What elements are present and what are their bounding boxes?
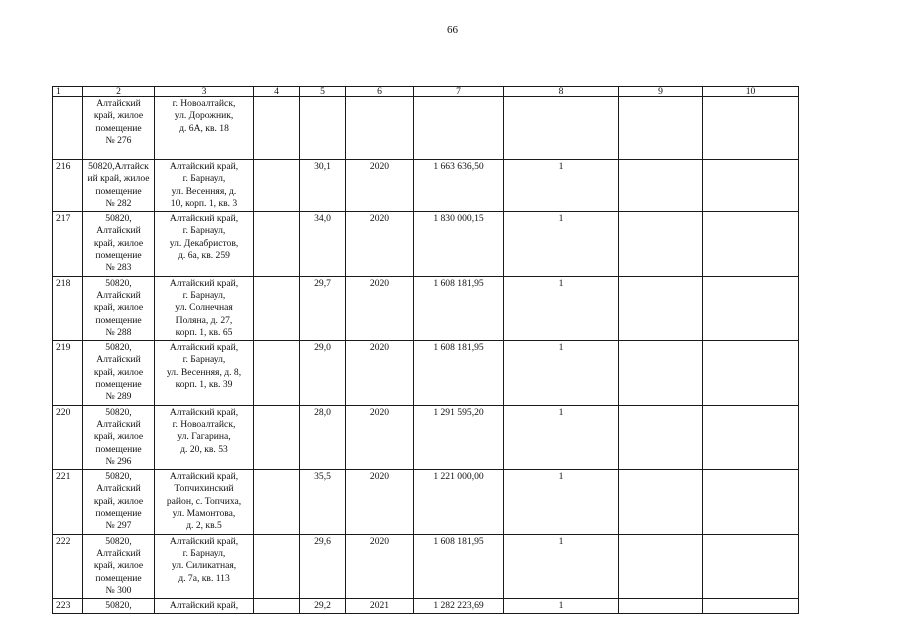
cost-cell: 1 608 181,95 — [414, 534, 504, 598]
object-cell-line: помещение — [95, 185, 142, 197]
table-row — [53, 160, 799, 212]
object-cell-line: № 282 — [105, 197, 132, 209]
col10-cell — [703, 160, 799, 212]
col4-cell — [254, 341, 300, 405]
object-cell-line: Алтайский — [96, 483, 141, 495]
object-cell-line: 50820, — [105, 600, 132, 612]
row-number-cell: 221 — [53, 470, 83, 534]
address-cell-line: Алтайский край, — [169, 535, 239, 547]
object-cell-line: 50820, — [105, 535, 132, 547]
address-cell — [155, 534, 254, 598]
table-row — [53, 534, 799, 598]
cost-cell: 1 282 223,69 — [414, 599, 504, 614]
address-cell-line: Алтайский край, — [169, 213, 239, 225]
address-cell-line: ул. Дорожник, — [174, 110, 234, 122]
header-cell: 5 — [300, 87, 346, 97]
col10-cell — [703, 534, 799, 598]
object-cell-line: Алтайский — [96, 225, 141, 237]
area-cell — [300, 97, 346, 160]
object-cell — [83, 534, 155, 598]
address-cell — [155, 599, 254, 614]
col9-cell — [619, 405, 703, 469]
address-cell-line: ул. Весенняя, д. — [171, 185, 237, 197]
row-number-cell: 222 — [53, 534, 83, 598]
area-cell: 35,5 — [300, 470, 346, 534]
header-cell: 1 — [53, 87, 83, 97]
cost-cell: 1 830 000,15 — [414, 212, 504, 276]
object-cell-line: Алтайский — [96, 418, 141, 430]
year-cell: 2020 — [346, 470, 414, 534]
row-number-cell: 217 — [53, 212, 83, 276]
object-cell-line: помещение — [95, 443, 142, 455]
header-cell: 7 — [414, 87, 504, 97]
col9-cell — [619, 534, 703, 598]
year-cell: 2020 — [346, 212, 414, 276]
object-cell-line: 50820, — [105, 406, 132, 418]
page-number: 66 — [447, 24, 458, 36]
address-cell-line: г. Новоалтайск, — [172, 98, 236, 109]
object-cell — [83, 341, 155, 405]
object-cell-line: № 300 — [105, 584, 132, 596]
area-cell: 29,7 — [300, 276, 346, 340]
object-cell-line: помещение — [95, 314, 142, 326]
quantity-cell: 1 — [504, 341, 619, 405]
address-cell — [155, 160, 254, 212]
object-cell-line: № 276 — [105, 134, 132, 146]
col9-cell — [619, 470, 703, 534]
header-cell: 10 — [703, 87, 799, 97]
address-cell-line: г. Барнаул, — [182, 354, 226, 366]
area-cell: 29,0 — [300, 341, 346, 405]
address-cell-line: г. Барнаул, — [182, 547, 226, 559]
col4-cell — [254, 599, 300, 614]
address-cell — [155, 405, 254, 469]
header-cell: 8 — [504, 87, 619, 97]
address-cell-line: ул. Мамонтова, — [172, 508, 236, 520]
address-cell — [155, 212, 254, 276]
header-cell: 3 — [155, 87, 254, 97]
object-cell-line: № 296 — [105, 455, 132, 467]
object-cell — [83, 470, 155, 534]
year-cell — [346, 97, 414, 160]
quantity-cell: 1 — [504, 276, 619, 340]
col9-cell — [619, 212, 703, 276]
object-cell — [83, 405, 155, 469]
object-cell — [83, 212, 155, 276]
object-cell-line: помещение — [95, 250, 142, 262]
object-cell-line: 50820, — [105, 213, 132, 225]
row-number-cell: 216 — [53, 160, 83, 212]
object-cell-line: 50820, — [105, 342, 132, 354]
object-cell-line: № 297 — [105, 520, 132, 532]
table-row — [53, 276, 799, 340]
row-number-cell: 219 — [53, 341, 83, 405]
object-cell-line: край, жилое — [93, 237, 144, 249]
table-row — [53, 212, 799, 276]
header-cell: 9 — [619, 87, 703, 97]
object-cell-line: помещение — [95, 572, 142, 584]
object-cell-line: Алтайский — [96, 289, 141, 301]
address-cell-line: Топчихинский — [174, 483, 234, 495]
address-cell-line: г. Барнаул, — [182, 289, 226, 301]
address-cell-line: 10, корп. 1, кв. 3 — [170, 197, 238, 209]
quantity-cell: 1 — [504, 534, 619, 598]
header-cell: 4 — [254, 87, 300, 97]
address-cell-line: г. Новоалтайск, — [172, 418, 236, 430]
row-number-cell: 218 — [53, 276, 83, 340]
col9-cell — [619, 276, 703, 340]
year-cell: 2020 — [346, 341, 414, 405]
address-cell — [155, 97, 254, 160]
object-cell-line: 50820, — [105, 277, 132, 289]
col10-cell — [703, 599, 799, 614]
table-row — [53, 97, 799, 160]
object-cell-line: № 288 — [105, 326, 132, 338]
cost-cell: 1 291 595,20 — [414, 405, 504, 469]
address-cell-line: корп. 1, кв. 39 — [175, 379, 233, 391]
address-cell-line: ул. Гагарина, — [177, 431, 231, 443]
address-cell-line: ул. Солнечная — [175, 302, 233, 314]
col4-cell — [254, 470, 300, 534]
quantity-cell: 1 — [504, 212, 619, 276]
address-cell-line: Алтайский край, — [169, 342, 239, 354]
area-cell: 34,0 — [300, 212, 346, 276]
col9-cell — [619, 341, 703, 405]
object-cell-line: Алтайский — [96, 354, 141, 366]
quantity-cell: 1 — [504, 470, 619, 534]
quantity-cell: 1 — [504, 599, 619, 614]
address-cell-line: Алтайский край, — [169, 277, 239, 289]
table-header-row — [53, 87, 799, 97]
object-cell-line: край, жилое — [93, 495, 144, 507]
object-cell-line: помещение — [95, 379, 142, 391]
row-number-cell: 223 — [53, 599, 83, 614]
year-cell: 2020 — [346, 405, 414, 469]
address-cell-line: д. 7а, кв. 113 — [178, 572, 230, 584]
col4-cell — [254, 160, 300, 212]
address-cell — [155, 276, 254, 340]
cost-cell: 1 608 181,95 — [414, 276, 504, 340]
table-row — [53, 405, 799, 469]
object-cell-line: край, жилое — [93, 431, 144, 443]
address-cell-line: г. Барнаул, — [182, 173, 226, 185]
object-cell — [83, 160, 155, 212]
area-cell: 29,2 — [300, 599, 346, 614]
year-cell: 2020 — [346, 534, 414, 598]
object-cell-line: край, жилое — [93, 302, 144, 314]
address-cell-line: ул. Декабристов, — [169, 237, 239, 249]
col9-cell — [619, 97, 703, 160]
col4-cell — [254, 97, 300, 160]
object-cell — [83, 276, 155, 340]
object-cell-line: Алтайский — [96, 98, 141, 109]
object-cell-line: помещение — [95, 122, 142, 134]
col10-cell — [703, 276, 799, 340]
address-cell-line: Алтайский край, — [169, 600, 239, 612]
object-cell — [83, 599, 155, 614]
address-cell-line: Алтайский край, — [169, 406, 239, 418]
quantity-cell: 1 — [504, 160, 619, 212]
cost-cell: 1 663 636,50 — [414, 160, 504, 212]
header-cell: 2 — [83, 87, 155, 97]
col10-cell — [703, 405, 799, 469]
col10-cell — [703, 470, 799, 534]
col9-cell — [619, 160, 703, 212]
object-cell-line: помещение — [95, 508, 142, 520]
col10-cell — [703, 97, 799, 160]
quantity-cell — [504, 97, 619, 160]
table-row — [53, 341, 799, 405]
object-cell-line: ий край, жилое — [87, 173, 150, 185]
cost-cell: 1 221 000,00 — [414, 470, 504, 534]
object-cell-line: 50820, — [105, 471, 132, 483]
address-cell-line: Поляна, д. 27, — [175, 314, 233, 326]
property-table — [52, 86, 799, 614]
col10-cell — [703, 341, 799, 405]
col4-cell — [254, 405, 300, 469]
table-row — [53, 599, 799, 614]
address-cell-line: Алтайский край, — [169, 161, 239, 172]
col9-cell — [619, 599, 703, 614]
address-cell-line: ул. Весенняя, д. 8, — [166, 366, 242, 378]
area-cell: 28,0 — [300, 405, 346, 469]
year-cell: 2021 — [346, 599, 414, 614]
year-cell: 2020 — [346, 160, 414, 212]
col4-cell — [254, 212, 300, 276]
object-cell-line: Алтайский — [96, 547, 141, 559]
address-cell-line: ул. Силикатная, — [171, 560, 237, 572]
col4-cell — [254, 276, 300, 340]
address-cell-line: д. 20, кв. 53 — [180, 443, 228, 455]
object-cell-line: № 289 — [105, 391, 132, 403]
object-cell — [83, 97, 155, 160]
address-cell-line: район, с. Топчиха, — [166, 495, 242, 507]
table-row — [53, 470, 799, 534]
address-cell-line: д. 6а, кв. 259 — [178, 250, 230, 262]
row-number-cell — [53, 97, 83, 160]
cost-cell — [414, 97, 504, 160]
col4-cell — [254, 534, 300, 598]
address-cell-line: д. 6А, кв. 18 — [179, 122, 229, 134]
year-cell: 2020 — [346, 276, 414, 340]
address-cell-line: д. 2, кв.5 — [186, 520, 222, 532]
object-cell-line: край, жилое — [93, 560, 144, 572]
object-cell-line: край, жилое — [93, 110, 144, 122]
quantity-cell: 1 — [504, 405, 619, 469]
object-cell-line: край, жилое — [93, 366, 144, 378]
cost-cell: 1 608 181,95 — [414, 341, 504, 405]
address-cell — [155, 341, 254, 405]
object-cell-line: № 283 — [105, 262, 132, 274]
address-cell — [155, 470, 254, 534]
area-cell: 30,1 — [300, 160, 346, 212]
col10-cell — [703, 212, 799, 276]
address-cell-line: г. Барнаул, — [182, 225, 226, 237]
object-cell-line: 50820,Алтайск — [88, 161, 149, 172]
header-cell: 6 — [346, 87, 414, 97]
row-number-cell: 220 — [53, 405, 83, 469]
area-cell: 29,6 — [300, 534, 346, 598]
address-cell-line: корп. 1, кв. 65 — [175, 326, 233, 338]
address-cell-line: Алтайский край, — [169, 471, 239, 483]
